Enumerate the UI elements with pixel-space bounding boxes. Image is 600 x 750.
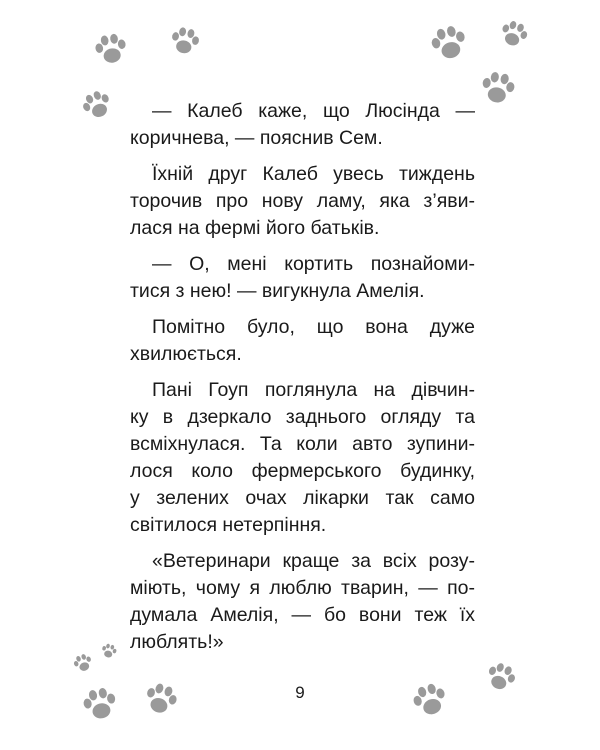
paragraph [130, 377, 475, 539]
paw-print-icon [475, 65, 521, 111]
text-line: лася на фермі його батьків. [130, 217, 380, 239]
text-line: світилося нетерпіння. [130, 514, 327, 536]
paw-print-icon [76, 680, 123, 727]
paragraph [130, 251, 475, 305]
text-line: у зелених очах лікарки так само [130, 487, 475, 509]
paragraph [130, 98, 475, 152]
text-line: Пані Гоуп поглянула на дівчин- [152, 379, 475, 401]
paragraph [130, 548, 475, 656]
text-line: думала Амелія, — бо вони теж їх [130, 604, 475, 626]
text-line: лося коло фермерського будинку, [130, 460, 475, 482]
text-line: ку в дзеркало заднього огляду та [130, 406, 475, 428]
paw-print-icon [89, 27, 133, 71]
paragraph [130, 161, 475, 242]
text-line: коричнева, — пояснив Сем. [130, 127, 383, 149]
text-line: Їхній друг Калеб увесь тиждень [152, 163, 475, 185]
paw-print-icon [165, 21, 205, 61]
story-text [130, 98, 475, 665]
text-line: всміхнулася. Та коли авто зупини- [130, 433, 475, 455]
paw-print-icon [423, 17, 474, 68]
text-line: люблять!» [130, 631, 224, 653]
text-line: «Ветеринари краще за всіх розу- [152, 550, 475, 572]
paw-print-icon [493, 13, 534, 54]
text-line: міють, чому я люблю тварин, — по- [130, 577, 475, 599]
text-line: — О, мені кортить познайоми- [152, 253, 475, 275]
paw-print-icon [98, 640, 120, 662]
text-line: хвилюється. [130, 343, 242, 365]
text-line: — Калеб каже, що Люсінда — [152, 100, 475, 122]
paw-print-icon [74, 82, 119, 127]
text-line: торочив про нову ламу, яка з’яви- [130, 190, 475, 212]
paragraph [130, 314, 475, 368]
paw-print-icon [69, 649, 97, 677]
text-line: тися з нею! — вигукнула Амелія. [130, 280, 425, 302]
page-number: 9 [295, 683, 305, 702]
text-line: Помітно було, що вона дуже [152, 316, 475, 338]
